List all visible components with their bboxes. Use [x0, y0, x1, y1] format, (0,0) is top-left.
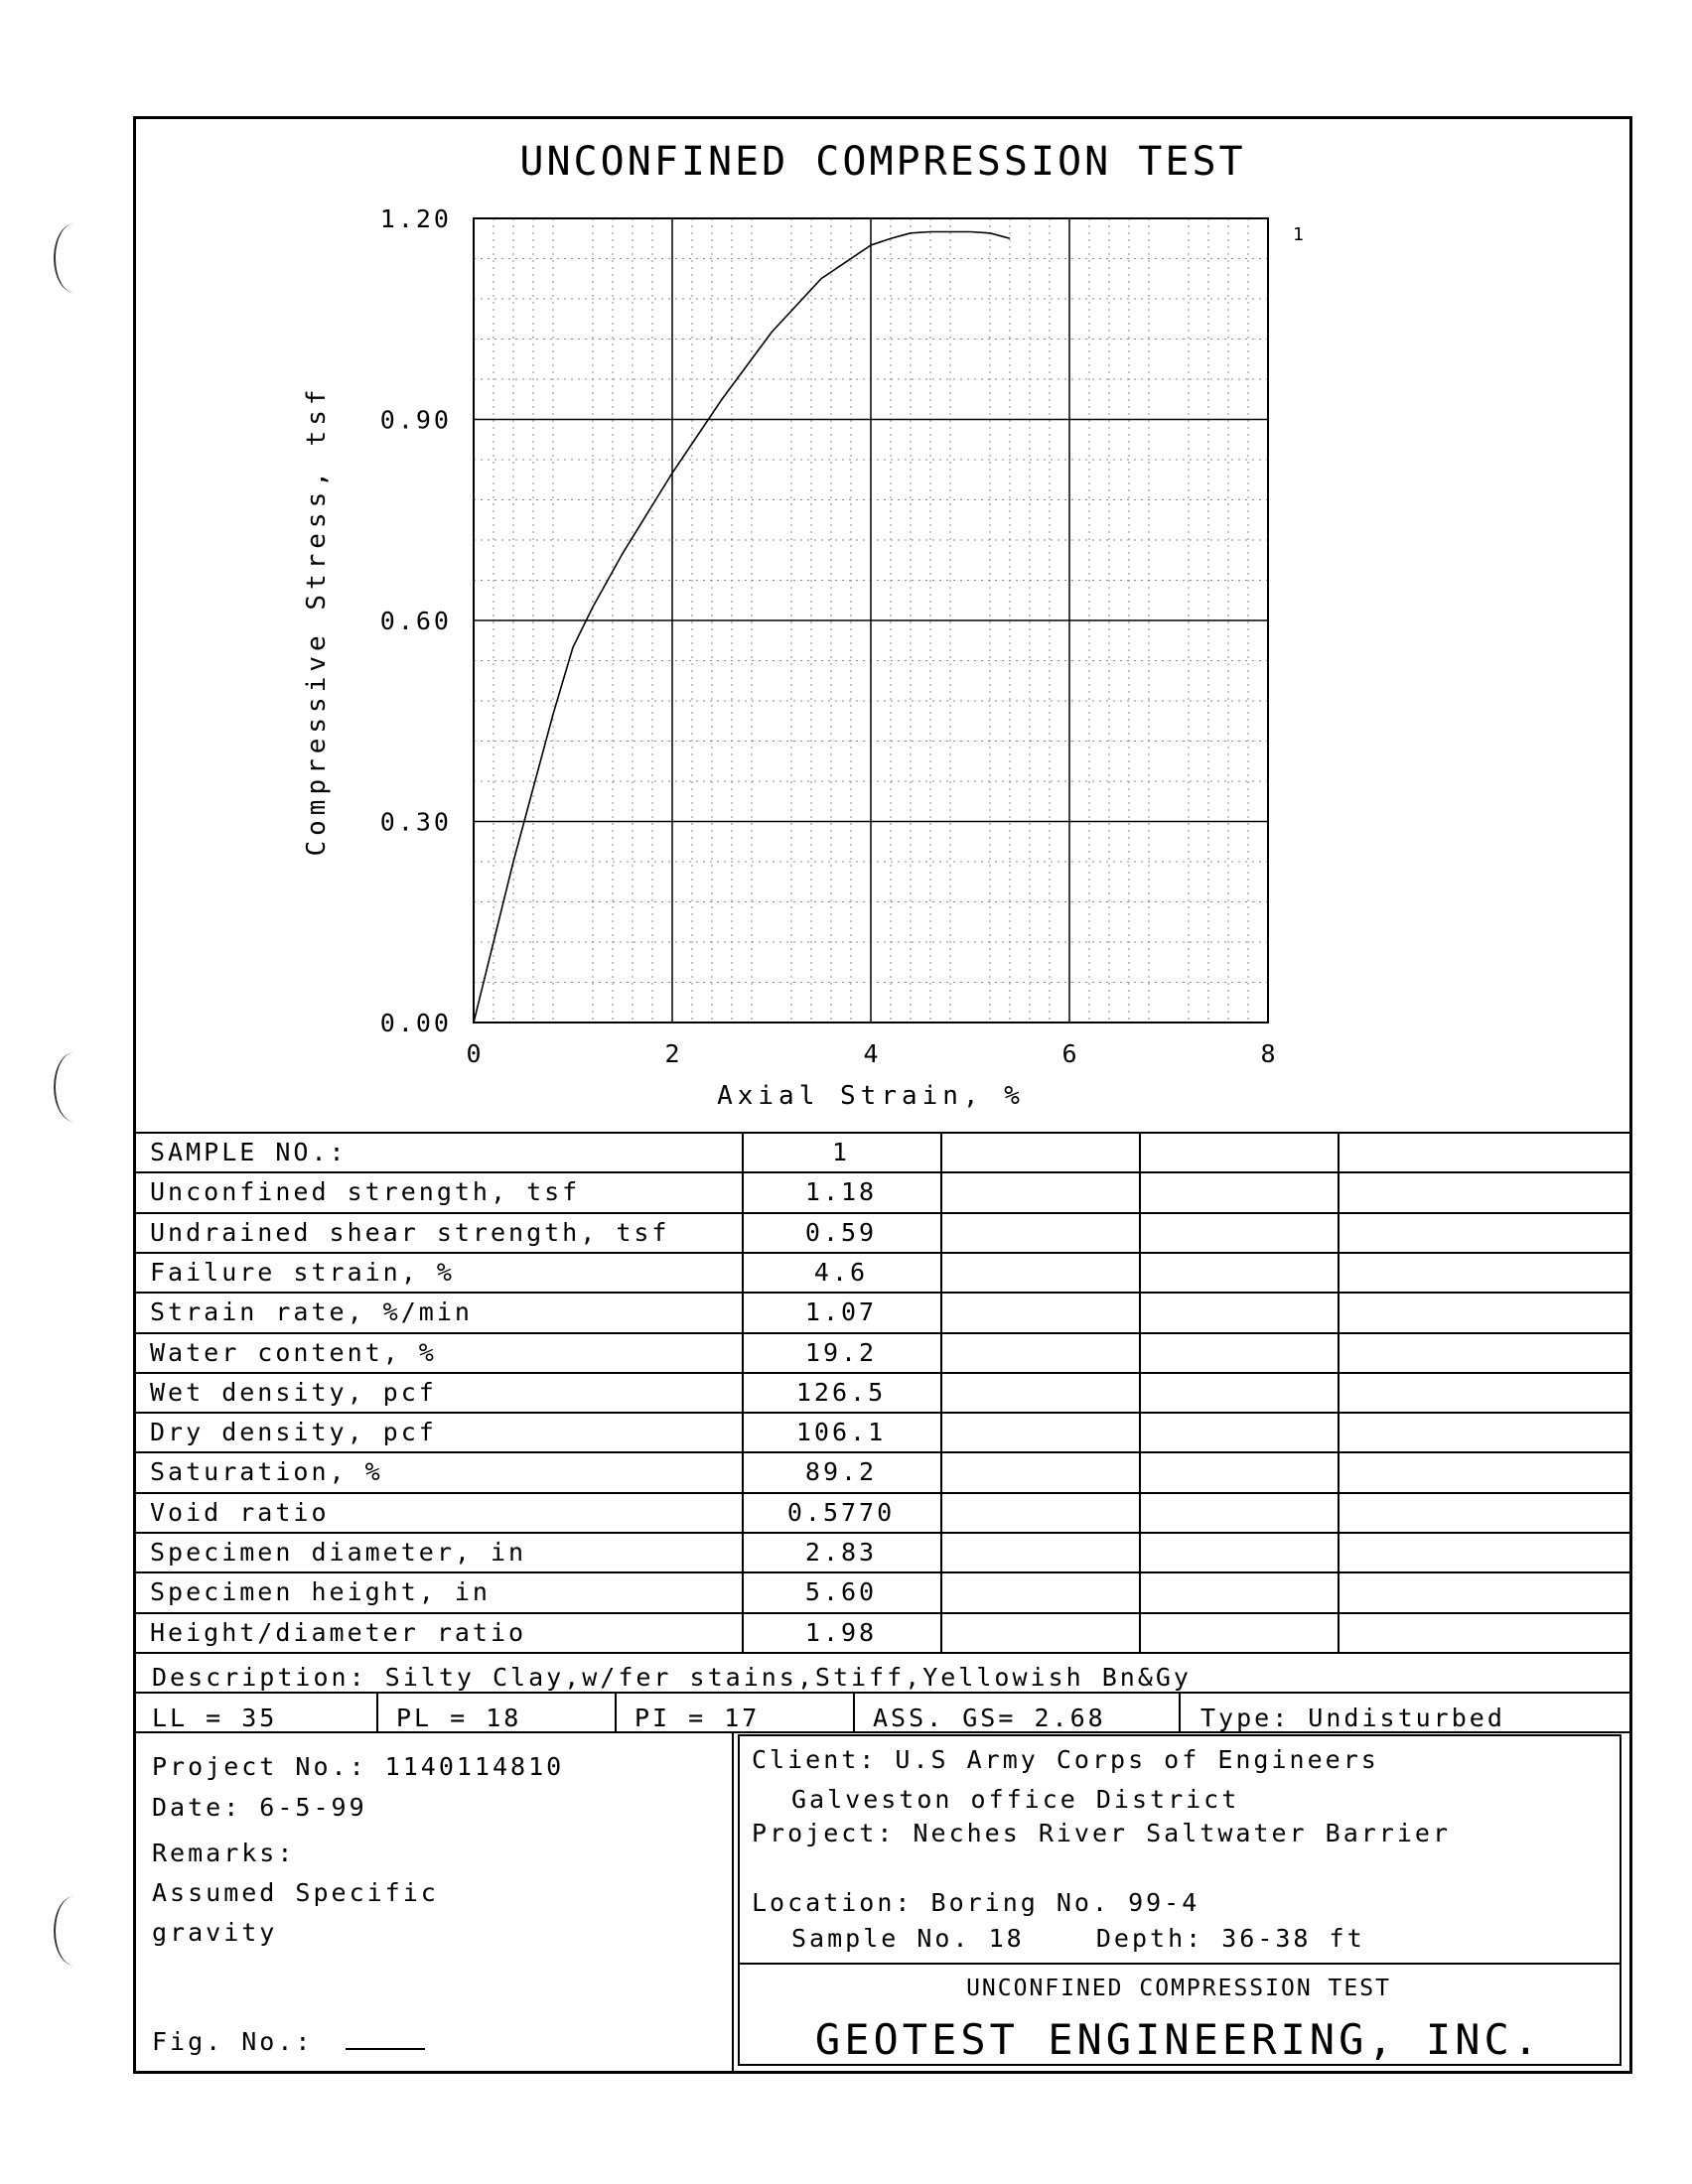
footer-divider: [732, 1731, 734, 2071]
table-row-label: Strain rate, %/min: [150, 1297, 473, 1327]
company-title-divider: [738, 1963, 1620, 1965]
table-row-border: [136, 1652, 1629, 1654]
table-row-label: Failure strain, %: [150, 1257, 455, 1287]
limits-row-border: [136, 1731, 1629, 1733]
plastic-limit: PL = 18: [396, 1704, 522, 1732]
table-row-value: 0.5770: [786, 1497, 896, 1527]
y-tick-label: 0.90: [379, 405, 452, 435]
figure-number-blank: [346, 2048, 425, 2050]
project-number: Project No.: 1140114810: [152, 1752, 565, 1781]
company-name: GEOTEST ENGINEERING, INC.: [814, 2015, 1543, 2064]
table-row-label: Wet density, pcf: [150, 1377, 437, 1407]
table-row-value: 1: [831, 1138, 851, 1166]
remarks-line-2: gravity: [152, 1918, 278, 1947]
x-axis-label: Axial Strain, %: [717, 1081, 1025, 1111]
table-row-label: Specimen diameter, in: [150, 1538, 527, 1567]
table-row-value: 126.5: [795, 1377, 887, 1407]
chart-title: UNCONFINED COMPRESSION TEST: [519, 139, 1246, 185]
table-column-divider: [940, 1132, 942, 1652]
table-row-label: Saturation, %: [150, 1457, 383, 1487]
table-row-border: [136, 1252, 1629, 1254]
stress-strain-chart: [136, 119, 1629, 1122]
y-axis-label: Compressive Stress, tsf: [302, 384, 332, 857]
table-row-value: 5.60: [804, 1577, 878, 1607]
x-tick-label: 2: [664, 1039, 680, 1068]
table-row-value: 19.2: [804, 1337, 878, 1367]
y-tick-label: 0.60: [379, 607, 452, 635]
figure-number-label: Fig. No.:: [152, 2027, 314, 2056]
y-tick-label: 0.00: [379, 1009, 452, 1037]
table-row-label: Height/diameter ratio: [150, 1617, 527, 1647]
table-row-label: Unconfined strength, tsf: [150, 1177, 581, 1207]
table-row-border: [136, 1492, 1629, 1494]
table-column-divider: [742, 1132, 744, 1652]
table-row-border: [136, 1372, 1629, 1374]
table-column-divider: [1338, 1132, 1340, 1652]
table-row-border: [136, 1451, 1629, 1453]
table-row-value: 4.6: [813, 1257, 869, 1287]
sample-type: Type: Undisturbed: [1200, 1704, 1505, 1732]
table-row-label: SAMPLE NO.:: [150, 1138, 348, 1166]
remarks-line-1: Assumed Specific: [152, 1878, 439, 1907]
table-column-divider: [1139, 1132, 1141, 1652]
table-row-value: 1.98: [804, 1617, 878, 1647]
table-row-border: [136, 1612, 1629, 1614]
table-row-value: 89.2: [804, 1457, 878, 1487]
table-row-border: [136, 1171, 1629, 1173]
limits-column-divider: [615, 1692, 617, 1731]
series-label: 1: [1293, 224, 1304, 245]
series-line: [474, 232, 1010, 1024]
table-row-label: Dry density, pcf: [150, 1418, 437, 1447]
table-row-label: Water content, %: [150, 1337, 437, 1367]
report-frame: [133, 116, 1632, 2074]
table-row-value: 106.1: [795, 1418, 887, 1447]
punch-hole: [54, 223, 95, 293]
table-row-label: Undrained shear strength, tsf: [150, 1217, 670, 1247]
table-row-border: [136, 1292, 1629, 1294]
table-row-value: 2.83: [804, 1538, 878, 1567]
plasticity-index: PI = 17: [634, 1704, 761, 1732]
y-tick-label: 1.20: [379, 205, 452, 233]
table-row-border: [136, 1571, 1629, 1573]
y-tick-label: 0.30: [379, 807, 452, 837]
x-tick-label: 8: [1260, 1039, 1276, 1068]
liquid-limit: LL = 35: [152, 1704, 278, 1732]
table-row-value: 1.07: [804, 1297, 878, 1327]
x-tick-label: 6: [1061, 1039, 1077, 1068]
table-row-border: [136, 1532, 1629, 1534]
table-row-label: Specimen height, in: [150, 1577, 491, 1607]
description-text: Description: Silty Clay,w/fer stains,Stiff,Yellowish Bn&Gy: [152, 1663, 1192, 1692]
specific-gravity: ASS. GS= 2.68: [873, 1704, 1106, 1732]
table-row-border: [136, 1412, 1629, 1414]
remarks-label: Remarks:: [152, 1839, 296, 1867]
x-tick-label: 0: [466, 1039, 482, 1068]
punch-hole: [54, 1052, 95, 1122]
table-row-value: 0.59: [804, 1217, 878, 1247]
limits-column-divider: [376, 1692, 378, 1731]
limits-column-divider: [853, 1692, 855, 1731]
limits-column-divider: [1179, 1692, 1181, 1731]
report-title: UNCONFINED COMPRESSION TEST: [966, 1976, 1391, 2001]
table-row-border: [136, 1212, 1629, 1214]
table-row-label: Void ratio: [150, 1497, 330, 1527]
punch-hole: [54, 1896, 95, 1966]
x-tick-label: 4: [863, 1039, 879, 1068]
boring-location: Location: Boring No. 99-4: [752, 1888, 1200, 1917]
table-row-border: [136, 1332, 1629, 1334]
client-line-1: Client: U.S Army Corps of Engineers: [752, 1745, 1379, 1774]
description-row-border: [136, 1692, 1629, 1694]
test-date: Date: 6-5-99: [152, 1793, 367, 1822]
project-name: Project: Neches River Saltwater Barrier: [752, 1819, 1451, 1847]
table-row-value: 1.18: [804, 1177, 878, 1207]
table-top-border: [136, 1132, 1629, 1134]
figure-number: [152, 2027, 425, 2056]
sample-depth: Sample No. 18 Depth: 36-38 ft: [791, 1924, 1365, 1953]
client-line-2: Galveston office District: [791, 1785, 1240, 1814]
